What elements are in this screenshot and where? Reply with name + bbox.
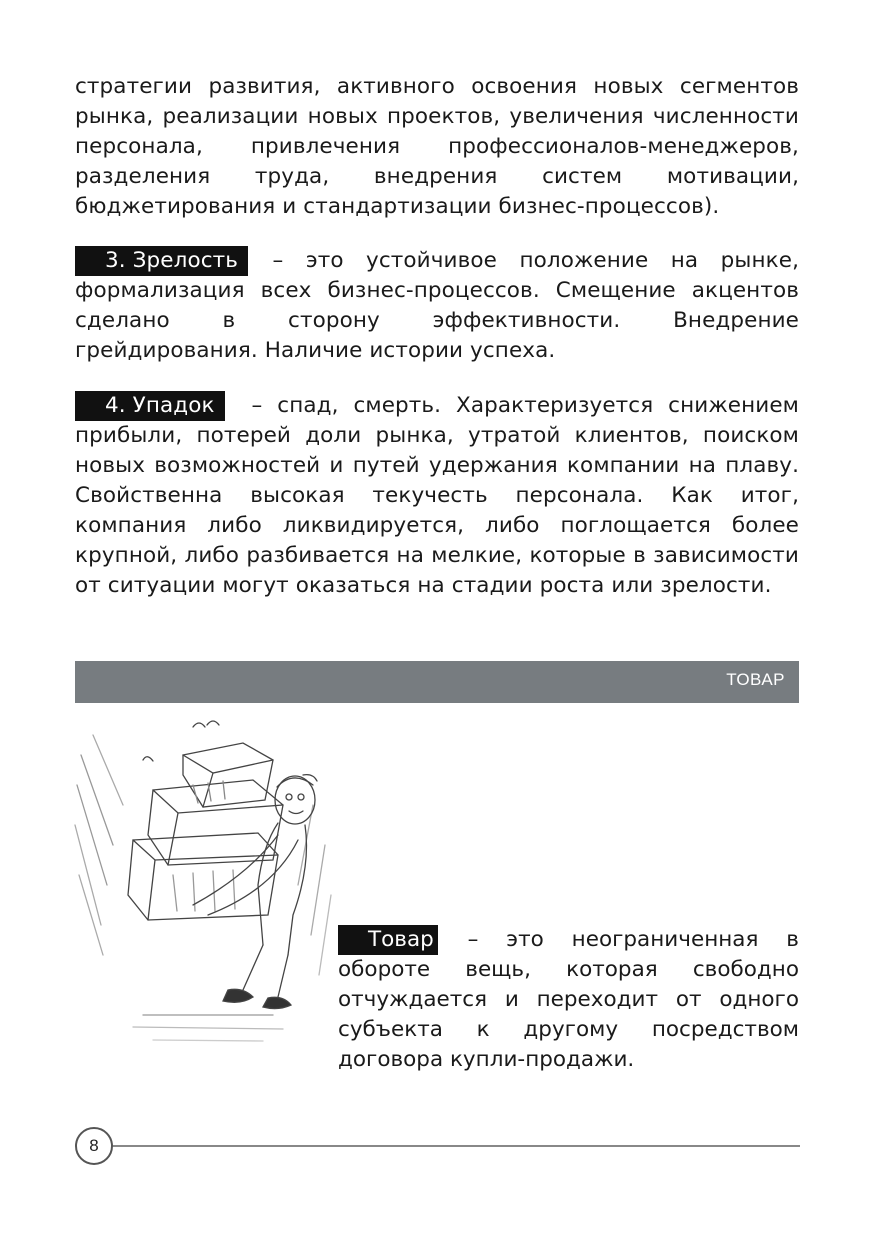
- decline-paragraph: [75, 391, 799, 601]
- maturity-term-label: 3. Зрелость: [75, 246, 248, 276]
- section-title: ТОВАР: [726, 670, 785, 689]
- product-definition: – это неограниченная в обороте вещь, которая свободно отчуждается и переходит от одного субъекта к другому посредством договора купли-продажи.: [338, 927, 799, 1072]
- section-header-bar: [75, 661, 799, 703]
- maturity-paragraph: [75, 246, 799, 366]
- decline-definition: – спад, смерть. Характеризуется снижением прибыли, потерей доли рынка, утратой клиентов, поиском новых возможностей и путей удержания компании на плаву. Свойственна высокая текучесть персонала. Как итог, компания либо ликвидируется, либо поглощается более крупной, либо разбивается на мелкие, которые в зависимости от ситуации могут оказаться на стадии роста или зрелости.: [75, 393, 799, 598]
- page-number: 8: [75, 1127, 113, 1165]
- product-term-label: Товар: [338, 925, 438, 955]
- maturity-definition: – это устойчивое положение на рынке, формализация всех бизнес-процессов. Смещение акцентов сделано в сторону эффективности. Внедрение грейдирования. Наличие истории успеха.: [75, 248, 799, 363]
- continuation-text: стратегии развития, активного освоения новых сегментов рынка, реализации новых проектов, увеличения численности персонала, привлечения профессионалов-менеджеров, разделения труда, внедрения систем мотивации, бюджетирования и стандартизации бизнес-процессов).: [75, 74, 799, 219]
- footer-rule: [108, 1145, 800, 1147]
- continuation-paragraph: [75, 72, 799, 222]
- product-paragraph: [338, 925, 799, 1075]
- worker-carrying-boxes-illustration: [73, 715, 335, 1055]
- decline-term-label: 4. Упадок: [75, 391, 225, 421]
